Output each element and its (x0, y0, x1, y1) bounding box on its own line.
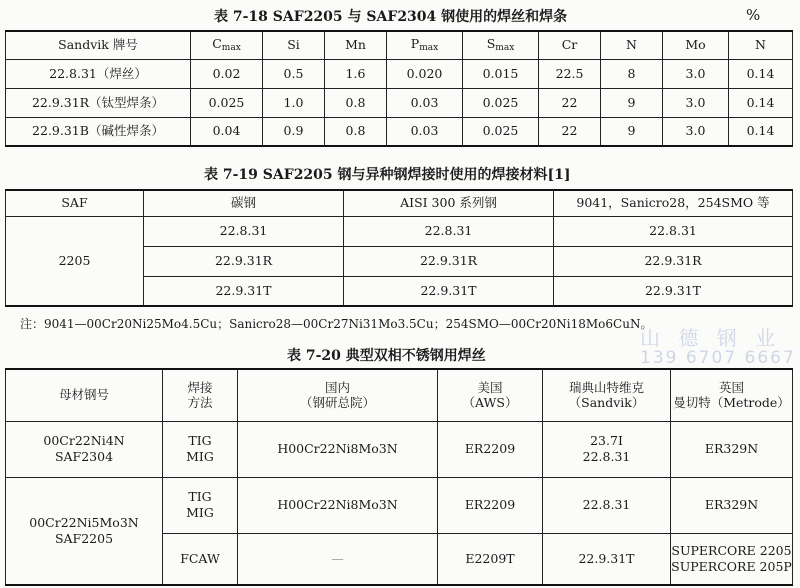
table-7-19-note: 注：9041—00Cr20Ni25Mo4.5Cu；Sanicro28—00Cr27Ni31Mo3.5Cu；254SMO—00Cr20Ni18Mo6CuN。 (20, 317, 653, 331)
cell: 22.9.31B（碱性焊条） (6, 117, 191, 146)
cell: 22.8.31 (554, 216, 793, 246)
col-header-mn: Mn (325, 31, 387, 59)
cell: 0.025 (463, 117, 539, 146)
table-row (6, 216, 793, 246)
table-row (6, 117, 793, 146)
base-metal-cell: 00Cr22Ni5Mo3N SAF2205 (6, 477, 163, 585)
col-header-base-metal: 母材钢号 (6, 369, 163, 421)
col-header-carbon-steel: 碳钢 (144, 190, 344, 216)
cell: 1.6 (325, 59, 387, 88)
col-header-si: Si (263, 31, 325, 59)
cell: 0.5 (263, 59, 325, 88)
table-row (6, 477, 793, 533)
cell: 9 (601, 88, 663, 117)
cell: H00Cr22Ni8Mo3N (238, 477, 438, 533)
col-header-n: N (601, 31, 663, 59)
cell: 22.9.31T (554, 276, 793, 306)
cell: 0.015 (463, 59, 539, 88)
cell: 0.020 (387, 59, 463, 88)
cell: 0.025 (463, 88, 539, 117)
watermark-company: 山 德 钢 业 (640, 326, 782, 350)
col-header-cr: Cr (539, 31, 601, 59)
base-metal-cell: 00Cr22Ni4N SAF2304 (6, 421, 163, 477)
col-header-us: 美国 （AWS） (438, 369, 543, 421)
cell: ER2209 (438, 421, 543, 477)
cell: 0.025 (191, 88, 263, 117)
cell: 22.8.31 (344, 216, 554, 246)
saf-grade-cell: 2205 (6, 216, 144, 306)
col-header-p: $P_{max}$ (387, 31, 463, 59)
cell: 3.0 (663, 117, 729, 146)
cell: ER2209 (438, 477, 543, 533)
col-header-mo: Mo (663, 31, 729, 59)
cell: 22.9.31T (344, 276, 554, 306)
cell: 8 (601, 59, 663, 88)
cell: 22 (539, 117, 601, 146)
cell: 0.8 (325, 117, 387, 146)
cell: SUPERCORE 2205 SUPERCORE 205P (671, 533, 793, 585)
cell: H00Cr22Ni8Mo3N (238, 421, 438, 477)
cell: 0.02 (191, 59, 263, 88)
cell: 0.8 (325, 88, 387, 117)
cell: 0.14 (729, 59, 793, 88)
cell: 22.9.31T (543, 533, 671, 585)
table-7-19-caption: 表 7-19 SAF2205 钢与异种钢焊接时使用的焊接材料[1] (204, 167, 571, 183)
cell: — (238, 533, 438, 585)
cell: 3.0 (663, 88, 729, 117)
table-row (6, 421, 793, 477)
cell: 0.03 (387, 88, 463, 117)
table-row (6, 59, 793, 88)
col-header-c: $C_{max}$ (191, 31, 263, 59)
cell: 23.7I 22.8.31 (543, 421, 671, 477)
col-header-grade: Sandvik 牌号 (6, 31, 191, 59)
cell: 22.9.31T (144, 276, 344, 306)
cell: 22.8.31 (543, 477, 671, 533)
cell: 22.5 (539, 59, 601, 88)
cell: 9 (601, 117, 663, 146)
method-cell: TIG MIG (163, 421, 238, 477)
cell: 22.9.31R (144, 246, 344, 276)
cell: 22.9.31R (554, 246, 793, 276)
cell: 0.04 (191, 117, 263, 146)
col-header-saf: SAF (6, 190, 144, 216)
cell: E2209T (438, 533, 543, 585)
cell: 1.0 (263, 88, 325, 117)
unit-label: % (746, 6, 761, 24)
cell: ER329N (671, 477, 793, 533)
cell: 0.9 (263, 117, 325, 146)
table-row (6, 88, 793, 117)
table-7-20 (5, 368, 793, 586)
col-header-9041: 9041，Sanicro28，254SMO 等 (554, 190, 793, 216)
cell: 0.14 (729, 88, 793, 117)
col-header-s: $S_{max}$ (463, 31, 539, 59)
table-header-row (6, 31, 793, 59)
cell: 22.9.31R（钛型焊条） (6, 88, 191, 117)
col-header-method: 焊接 方法 (163, 369, 238, 421)
col-header-n2: N (729, 31, 793, 59)
cell: 0.14 (729, 117, 793, 146)
watermark-phone: 139 6707 6667 (640, 348, 796, 368)
cell: 22.8.31（焊丝） (6, 59, 191, 88)
col-header-uk: 英国 曼切特（Metrode） (671, 369, 793, 421)
table-header-row (6, 369, 793, 421)
cell: 0.03 (387, 117, 463, 146)
col-header-domestic: 国内 （钢研总院） (238, 369, 438, 421)
table-7-19 (5, 189, 793, 307)
col-header-aisi300: AISI 300 系列钢 (344, 190, 554, 216)
cell: 3.0 (663, 59, 729, 88)
cell: 22.9.31R (344, 246, 554, 276)
cell: ER329N (671, 421, 793, 477)
method-cell: FCAW (163, 533, 238, 585)
table-7-18 (5, 30, 793, 147)
cell: 22 (539, 88, 601, 117)
table-header-row (6, 190, 793, 216)
method-cell: TIG MIG (163, 477, 238, 533)
table-7-18-caption: 表 7-18 SAF2205 与 SAF2304 钢使用的焊丝和焊条 (214, 9, 568, 25)
table-7-20-caption: 表 7-20 典型双相不锈钢用焊丝 (287, 348, 486, 364)
col-header-sweden: 瑞典山特维克 （Sandvik） (543, 369, 671, 421)
cell: 22.8.31 (144, 216, 344, 246)
